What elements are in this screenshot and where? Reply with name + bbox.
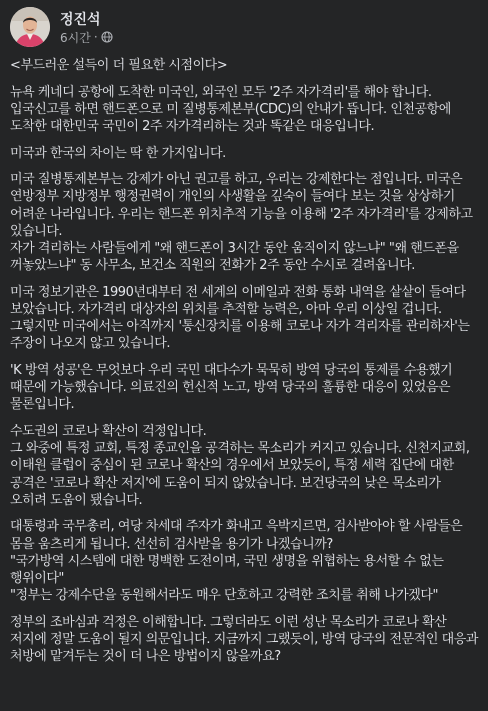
profile-photo [10, 7, 50, 47]
post-paragraph: 정부의 조바심과 걱정은 이해합니다. 그렇더라도 이런 성난 목소리가 코로나 확산 저지에 정말 도움이 될지 의문입니다. 지금까지 그랬듯이, 방역 당국의 전문적인 대응과 처방에 맡겨두는 것이 더 나은 방법이지 않을까요? [10, 614, 482, 665]
post-body [10, 57, 482, 675]
post-paragraph: 수도권의 코로나 확산이 걱정입니다. 그 와중에 특정 교회, 특정 종교인을 공격하는 목소리가 커지고 있습니다. 신천지교회, 이태원 클럽이 중심이 된 코로나 확산의 경우에서 보았듯이, 특정 세력 집단에 대한 공격은 '코로나 확산 저지'에 도움이 되지 않았습니다. 보건당국의 낮은 목소리가 오히려 도움이 됐습니다. [10, 424, 470, 508]
meta-separator: · [93, 30, 98, 44]
post-paragraph: 'K 방역 성공'은 무엇보다 우리 국민 대다수가 묵묵히 방역 당국의 통제를 수용했기 때문에 가능했습니다. 의료진의 헌신적 노고, 방역 당국의 훌륭한 대응이 있었음은 물론입니다. [10, 363, 456, 413]
globe-icon [101, 31, 113, 43]
avatar[interactable] [10, 7, 50, 47]
post-paragraph: 대통령과 국무총리, 여당 차세대 주자가 화내고 윽박지르면, 검사받아야 할 사람들은 몸을 움츠리게 됩니다. 선선히 검사받을 용기가 나겠습니까? "국가방역 시스템에 대한 명백한 도전이며, 국민 생명을 위협하는 용서할 수 없는 행위이다" "정부는 강제수단을 동원해서라도 매우 단호하고 강력한 조치를 취해 나가겠다" [10, 519, 463, 604]
post-meta [60, 29, 113, 45]
post-paragraph: 미국 정보기관은 1990년대부터 전 세계의 이메일과 전화 통화 내역을 샅샅이 들여다 보았습니다. 자가격리 대상자의 위치를 추적할 능력은, 아마 우리 이상일 겁니다. 그렇지만 미국에서는 아직까지 '통신장치를 이용해 코로나 자가 격리자를 관리하자'는 주장이 나오지 않고 있습니다. [10, 284, 474, 352]
post-title-line: <부드러운 설득이 더 필요한 시점이다> [10, 58, 228, 73]
author-name[interactable]: 정진석 [60, 12, 101, 28]
post-paragraph: 미국 질병통제본부는 강제가 아닌 권고를 하고, 우리는 강제한다는 점입니다. 미국은 연방정부 지방정부 행정권력이 개인의 사생활을 깊숙이 들여다 보는 것을 상상하기 어려운 나라입니다. 우리는 핸드폰 위치추적 기능을 이용해 '2주 자가격리'를 강제하고 있습니다. 자가 격리하는 사람들에게 "왜 핸드폰이 3시간 동안 움직이지 않느냐" "왜 핸드폰을 꺼놓았느냐" 동 사무소, 보건소 직원의 전화가 2주 동안 수시로 걸려옵니다. [10, 172, 473, 274]
post-timestamp[interactable]: 6시간 [60, 30, 91, 45]
post-paragraph: 미국과 한국의 차이는 딱 한 가지입니다. [10, 145, 226, 161]
post-paragraph: 뉴욕 케네디 공항에 도착한 미국인, 외국인 모두 '2주 자가격리'를 해야 합니다.입국신고를 하면 핸드폰으로 미 질병통제본부(CDC)의 안내가 뜹니다. 인천공항에 도착한 대한민국 국민이 2주 자가격리하는 것과 똑같은 대응입니다. [10, 84, 455, 134]
post-header [0, 0, 488, 56]
